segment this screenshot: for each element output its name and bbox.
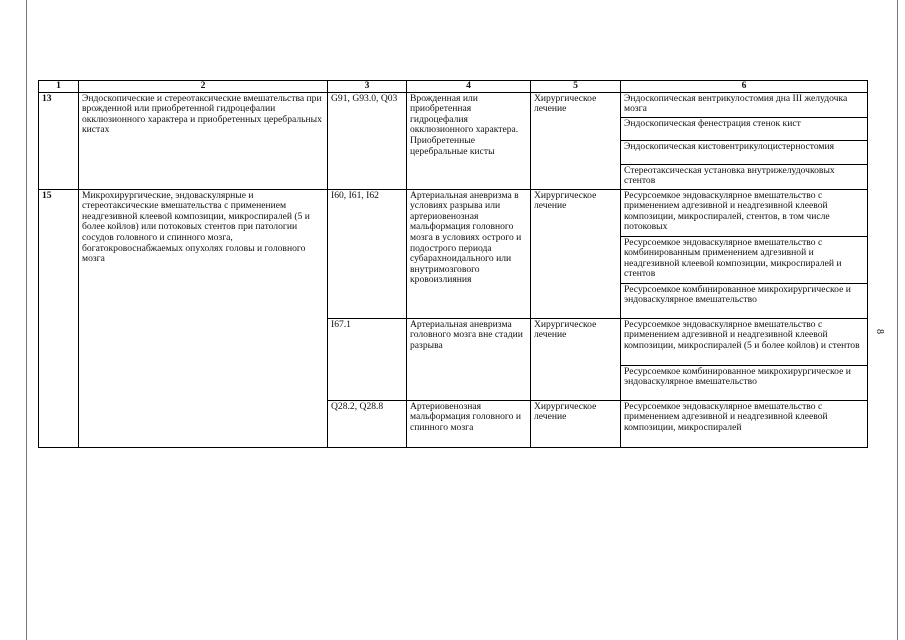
treatment-type: Хирургическое лечение <box>531 189 621 318</box>
icd-codes: Q28.2, Q28.8 <box>328 400 407 447</box>
diagnosis: Врожденная или приобретенная гидроцефалия окклюзионного характера. Приобретенные церебральные кисты <box>407 92 531 189</box>
diagnosis: Артериовенозная мальформация головного и спинного мозга <box>407 400 531 447</box>
column-number: 5 <box>531 81 621 93</box>
intervention-name: Эндоскопические и стереотаксические вмешательства при врожденной или приобретенной гидроцефалии окклюзионного характера и приобретенных церебральных кистах <box>79 92 328 189</box>
column-number: 2 <box>79 81 328 93</box>
method-cell: Ресурсоемкое эндоваскулярное вмешательство с применением адгезивной и неадгезивной клеевой композиции, микроспиралей, стентов, в том числе потоковых <box>621 189 868 236</box>
group-number: 13 <box>39 92 79 189</box>
treatment-type: Хирургическое лечение <box>531 400 621 447</box>
method-cell: Ресурсоемкое эндоваскулярное вмешательство с комбинированным применением адгезивной и неадгезивной клеевой композиции, микроспиралей и стентов <box>621 236 868 283</box>
method-cell: Ресурсоемкое эндоваскулярное вмешательство с применением адгезивной и неадгезивной клеевой композиции, микроспиралей <box>621 400 868 447</box>
table-row <box>39 92 868 117</box>
method-cell: Эндоскопическая фенестрация стенок кист <box>621 117 868 140</box>
treatment-type: Хирургическое лечение <box>531 92 621 189</box>
intervention-name: Микрохирургические, эндоваскулярные и стереотаксические вмешательства с применением неадгезивной клеевой композиции, микроспиралей (5 и более койлов) или потоковых стентов при патологии сосудов головного и спинного мозга, богатокровоснабжаемых опухолях головы и головного мозга <box>79 189 328 447</box>
method-cell: Ресурсоемкое эндоваскулярное вмешательство с применением адгезивной и неадгезивной клеевой композиции, микроспиралей (5 и более койлов) и стентов <box>621 318 868 365</box>
table-row <box>39 189 868 236</box>
column-number: 1 <box>39 81 79 93</box>
scan-edge-right <box>897 0 898 640</box>
column-number: 4 <box>407 81 531 93</box>
method-cell: Эндоскопическая кистовентрикулоцистерностомия <box>621 140 868 164</box>
diagnosis: Артериальная аневризма в условиях разрыва или артериовенозная мальформация головного мозга в условиях острого и подострого периода субарахноидального или внутримозгового кровоизлияния <box>407 189 531 318</box>
method-cell: Стереотаксическая установка внутрижелудочковых стентов <box>621 164 868 189</box>
method-cell: Ресурсоемкое комбинированное микрохирургическое и эндоваскулярное вмешательство <box>621 365 868 400</box>
method-cell: Ресурсоемкое комбинированное микрохирургическое и эндоваскулярное вмешательство <box>621 283 868 318</box>
treatment-type: Хирургическое лечение <box>531 318 621 400</box>
icd-codes: I67.1 <box>328 318 407 400</box>
page-number: 8 <box>874 329 885 334</box>
group-number: 15 <box>39 189 79 447</box>
icd-codes: I60, I61, I62 <box>328 189 407 318</box>
column-number: 6 <box>621 81 868 93</box>
treatment-table <box>38 80 868 448</box>
method-cell: Эндоскопическая вентрикулостомия дна III желудочка мозга <box>621 92 868 117</box>
scan-edge-left <box>26 0 27 640</box>
column-number: 3 <box>328 81 407 93</box>
icd-codes: G91, G93.0, Q03 <box>328 92 407 189</box>
diagnosis: Артериальная аневризма головного мозга вне стадии разрыва <box>407 318 531 400</box>
column-number-row <box>39 81 868 93</box>
